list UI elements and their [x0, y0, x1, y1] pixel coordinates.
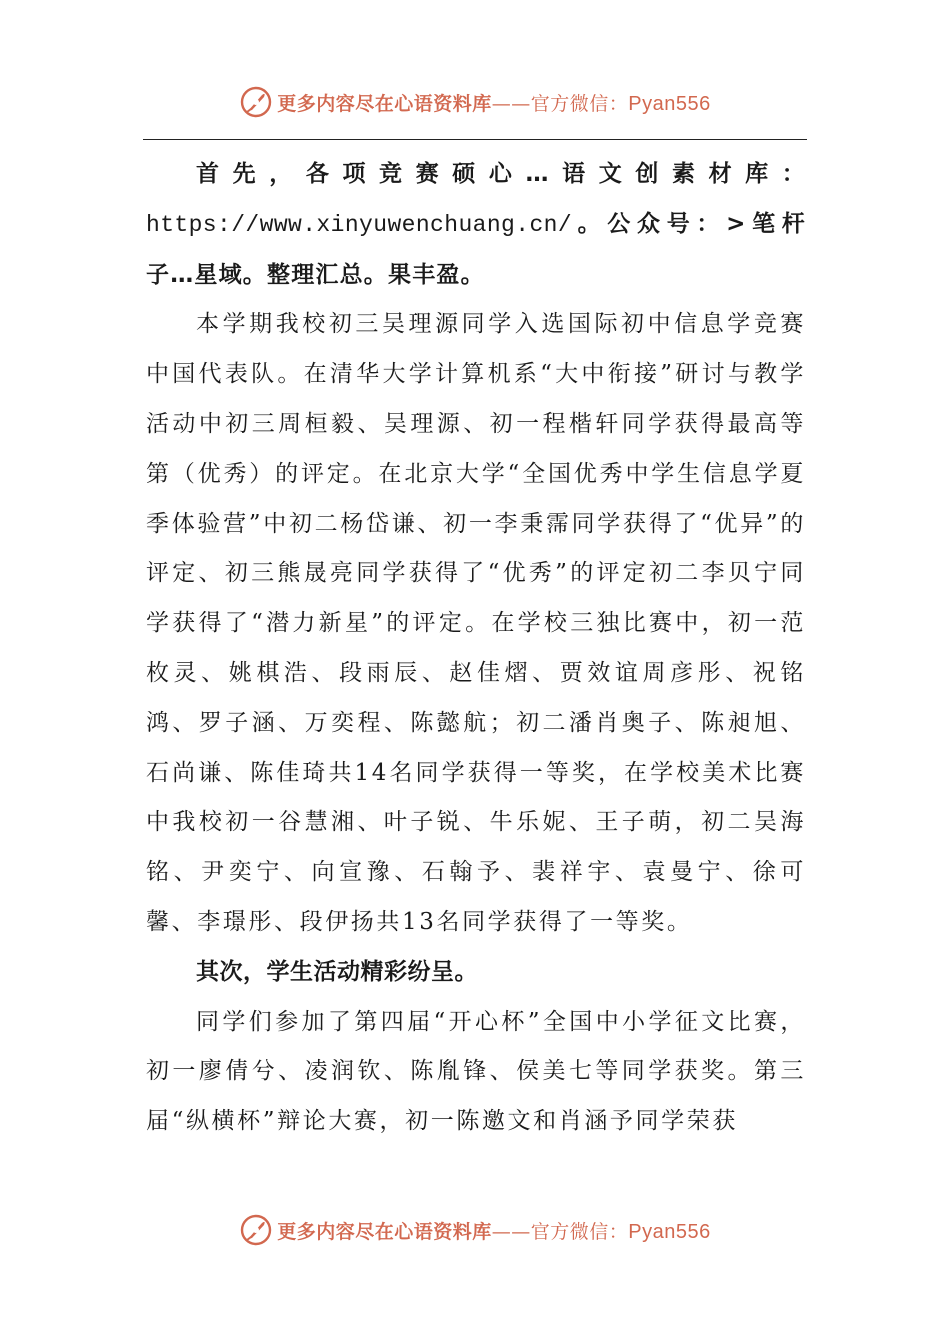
- footer-banner-main: 更多内容尽在心语资料库: [277, 1220, 492, 1243]
- footer-banner-text: [277, 1217, 711, 1244]
- header-banner-main: 更多内容尽在心语资料库: [277, 92, 492, 115]
- footer-banner-official: 官方微信：: [530, 1220, 629, 1243]
- lead-paragraph: [146, 150, 806, 300]
- header-banner-handle: Pyan556: [628, 92, 711, 115]
- footer-banner-dash: ——: [491, 1220, 531, 1243]
- quill-circle-icon: [239, 85, 273, 119]
- header-banner-text: [277, 89, 711, 116]
- header-banner-official: 官方微信：: [530, 92, 629, 115]
- footer-banner-handle: Pyan556: [628, 1220, 711, 1243]
- header-divider: [143, 139, 807, 140]
- quill-circle-icon: [239, 1213, 273, 1247]
- section-heading-activities: 其次，学生活动精彩纷呈。: [196, 958, 478, 985]
- document-body: [146, 150, 806, 1147]
- header-banner-dash: ——: [491, 92, 531, 115]
- footer-banner: [0, 1210, 950, 1250]
- lead-url: https://www.xinyuwenchuang.cn/: [146, 211, 573, 238]
- lead-text-2: 。公众号：>笔杆子…星域。整理汇总。果丰盈。: [146, 210, 806, 288]
- lead-text-1: 首先，各项竞赛硕心…语文创素材库：: [196, 161, 806, 187]
- header-banner: [0, 82, 950, 122]
- paragraph-competitions: 本学期我校初三吴理源同学入选国际初中信息学竞赛中国代表队。在清华大学计算机系“大中衔接”研讨与教学活动中初三周桓毅、吴理源、初一程楷轩同学获得最高等第（优秀）的评定。在北京大学“全国优秀中学生信息学夏季体验营”中初二杨岱谦、初一李秉霈同学获得了“优异”的评定、初三熊晟亮同学获得了“优秀”的评定初二李贝宁同学获得了“潜力新星”的评定。在学校三独比赛中，初一范枚灵、姚棋浩、段雨辰、赵佳熠、贾效谊周彦彤、祝铭鸿、罗子涵、万奕程、陈懿航；初二潘肖奥子、陈昶旭、石尚谦、陈佳琦共14名同学获得一等奖，在学校美术比赛中我校初一谷慧湘、叶子锐、牛乐妮、王子萌，初二吴海铭、尹奕宁、向宣豫、石翰予、裴祥宇、袁曼宁、徐可馨、李璟彤、段伊扬共13名同学获得了一等奖。: [146, 311, 806, 935]
- paragraph-activities: 同学们参加了第四届“开心杯”全国中小学征文比赛，初一廖倩兮、凌润钦、陈胤锋、侯美七等同学获奖。第三届“纵横杯”辩论大赛，初一陈邀文和肖涵予同学荣获: [146, 1008, 806, 1135]
